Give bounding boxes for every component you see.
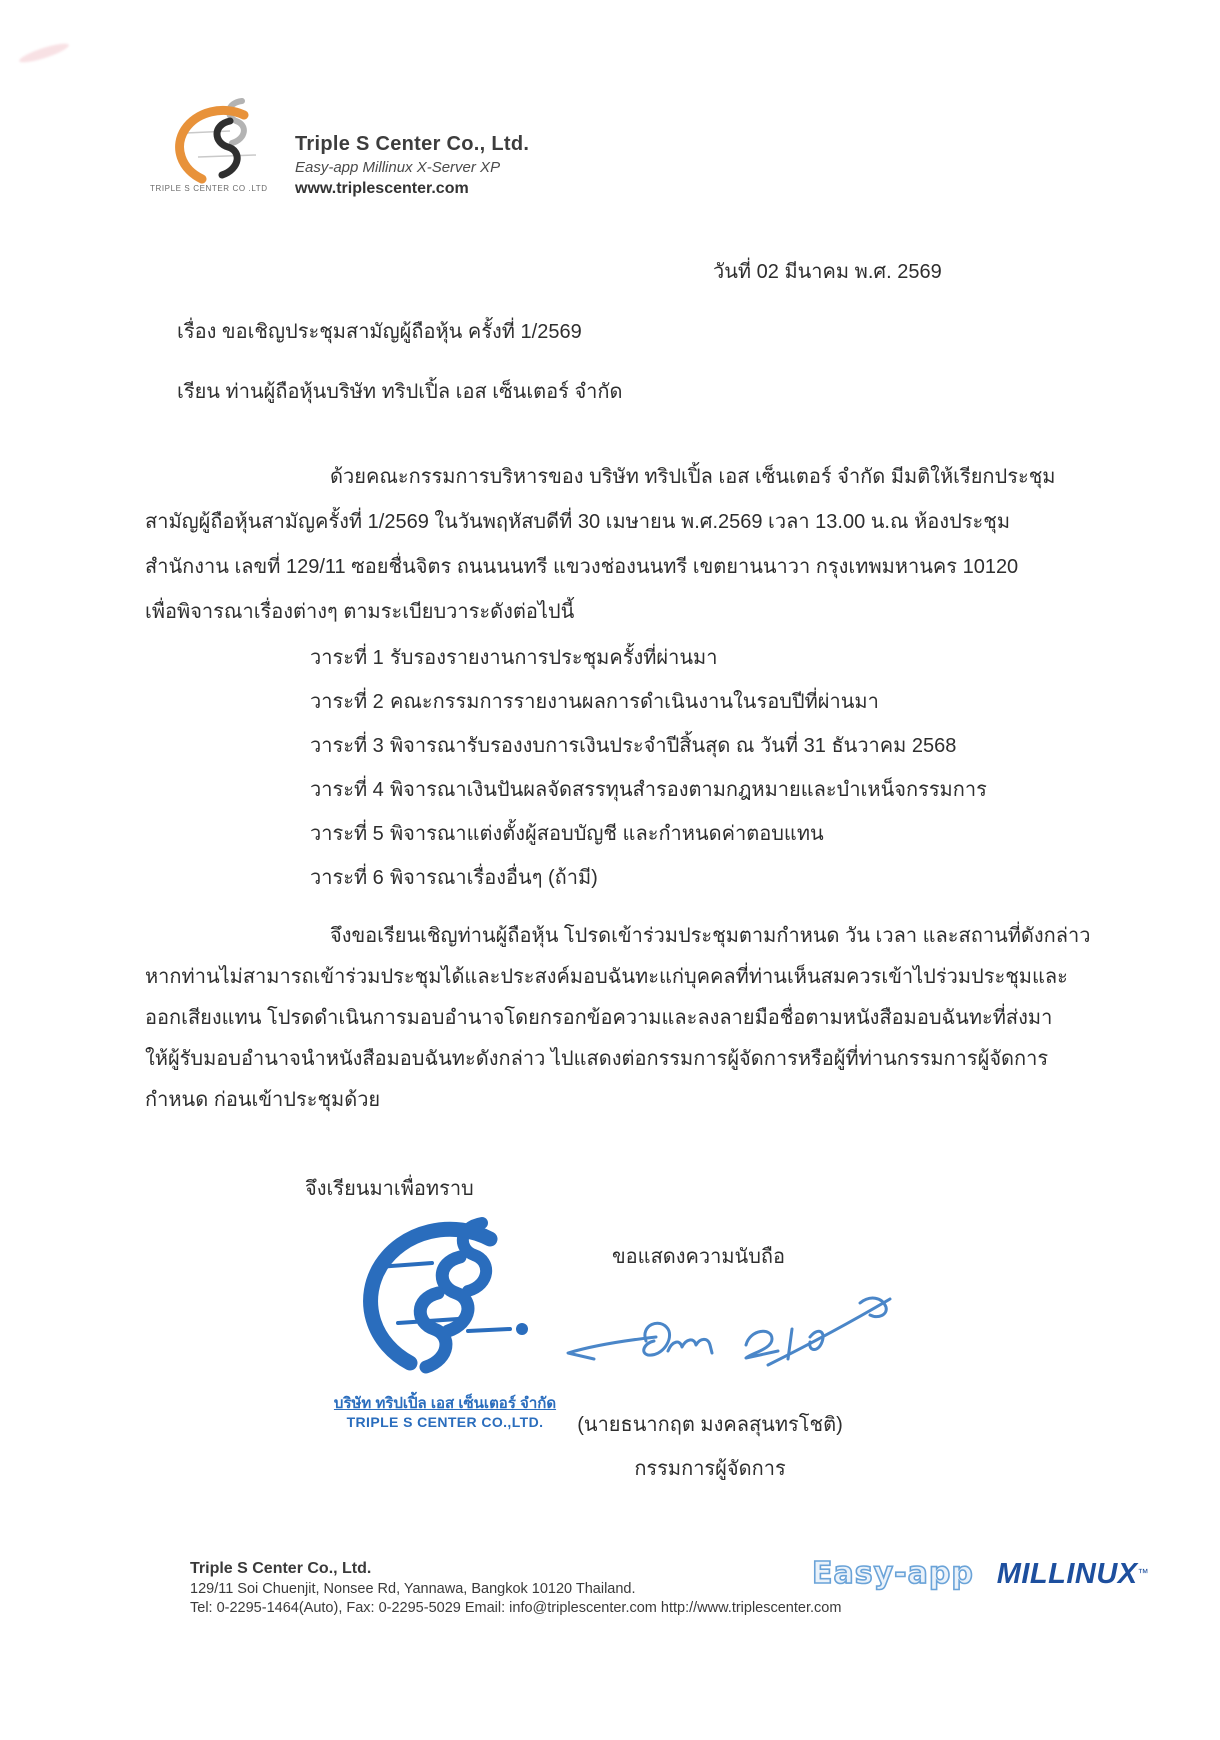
agenda-number: วาระที่ 4 (310, 779, 384, 801)
intro-line: เพื่อพิจารณาเรื่องต่างๆ ตามระเบียบวาระดังต่อไปนี้ (145, 601, 575, 623)
stamp-logo-icon (330, 1205, 560, 1395)
notify-line: จึงเรียนมาเพื่อทราบ (305, 1178, 474, 1200)
footer-address-block (190, 1560, 841, 1616)
agenda-number: วาระที่ 2 (310, 691, 384, 713)
letterhead-company-name: Triple S Center Co., Ltd. (295, 133, 530, 155)
company-logo-icon (168, 95, 278, 185)
letter-date: วันที่ 02 มีนาคม พ.ศ. 2569 (713, 261, 942, 283)
agenda-item-3 (310, 729, 987, 773)
agenda-item-2 (310, 685, 987, 729)
to-line: เรียน ท่านผู้ถือหุ้นบริษัท ทริปเปิ้ล เอส เซ็นเตอร์ จำกัด (177, 381, 623, 403)
stamp-text (330, 1395, 560, 1431)
agenda-number: วาระที่ 1 (310, 647, 384, 669)
footer-address: 129/11 Soi Chuenjit, Nonsee Rd, Yannawa, Bangkok 10120 Thailand. (190, 1581, 636, 1597)
logo-caption: TRIPLE S CENTER CO .LTD (150, 184, 268, 193)
footer-brand-logos (812, 1556, 1149, 1591)
letterhead-website: www.triplescenter.com (295, 180, 469, 197)
intro-line: สำนักงาน เลขที่ 129/11 ซอยชื่นจิตร ถนนนนทรี แขวงช่องนนทรี เขตยานนาวา กรุงเทพมหานคร 10120 (145, 556, 1019, 578)
closing-line: จึงขอเรียนเชิญท่านผู้ถือหุ้น โปรดเข้าร่วมประชุมตามกำหนด วัน เวลา และสถานที่ดังกล่าว (330, 925, 1091, 947)
closing-line: กำหนด ก่อนเข้าประชุมด้วย (145, 1089, 381, 1111)
millinux-logo: MILLINUX (996, 1558, 1138, 1590)
agenda-item-6 (310, 861, 987, 905)
agenda-text: พิจารณารับรองงบการเงินประจำปีสิ้นสุด ณ วันที่ 31 ธันวาคม 2568 (390, 735, 957, 757)
agenda-item-5 (310, 817, 987, 861)
footer-contact: Tel: 0-2295-1464(Auto), Fax: 0-2295-5029 Email: info@triplescenter.com http://www.triplescenter.com (190, 1600, 842, 1616)
regards-line: ขอแสดงความนับถือ (612, 1246, 786, 1268)
intro-line: ด้วยคณะกรรมการบริหารของ บริษัท ทริปเปิ้ล เอส เซ็นเตอร์ จำกัด มีมติให้เรียกประชุม (330, 466, 1056, 488)
closing-line: ให้ผู้รับมอบอำนาจนำหนังสือมอบฉันทะดังกล่าว ไปแสดงต่อกรรมการผู้จัดการหรือผู้ที่ท่านกรรมการผู้จัดการ (145, 1048, 1049, 1070)
agenda-number: วาระที่ 3 (310, 735, 384, 757)
intro-paragraph (145, 455, 1095, 635)
footer-company: Triple S Center Co., Ltd. (190, 1560, 372, 1577)
stamp-company-english: TRIPLE S CENTER CO.,LTD. (346, 1414, 544, 1430)
agenda-text: พิจารณาแต่งตั้งผู้สอบบัญชี และกำหนดค่าตอบแทน (390, 823, 824, 845)
agenda-item-1 (310, 641, 987, 685)
intro-line: สามัญผู้ถือหุ้นสามัญครั้งที่ 1/2569 ในวันพฤหัสบดีที่ 30 เมษายน พ.ศ.2569 เวลา 13.00 น.ณ ห้องประชุม (145, 511, 1010, 533)
agenda-number: วาระที่ 5 (310, 823, 384, 845)
agenda-text: รับรองรายงานการประชุมครั้งที่ผ่านมา (390, 647, 718, 669)
closing-line: ออกเสียงแทน โปรดดำเนินการมอบอำนาจโดยกรอกข้อความและลงลายมือชื่อตามหนังสือมอบฉันทะที่ส่งมา (145, 1007, 1053, 1029)
agenda-item-4 (310, 773, 987, 817)
agenda-number: วาระที่ 6 (310, 867, 384, 889)
easyapp-logo: Easy-app (812, 1556, 974, 1591)
millinux-trademark: ™ (1137, 1567, 1149, 1580)
agenda-text: พิจารณาเงินปันผลจัดสรรทุนสำรองตามกฎหมายและบำเหน็จกรรมการ (390, 779, 987, 801)
letterhead-tagline: Easy-app Millinux X-Server XP (295, 159, 501, 176)
signer-title: กรรมการผู้จัดการ (634, 1458, 786, 1480)
scan-smudge (18, 40, 71, 66)
agenda-list (310, 641, 987, 905)
closing-line: หากท่านไม่สามารถเข้าร่วมประชุมได้และประสงค์มอบฉันทะแก่บุคคลที่ท่านเห็นสมควรเข้าไปร่วมประชุมและ (145, 966, 1068, 988)
company-stamp (330, 1205, 560, 1431)
signer-name: (นายธนากฤต มงคลสุนทรโชติ) (577, 1414, 843, 1436)
stamp-company-thai: บริษัท ทริปเปิ้ล เอส เซ็นเตอร์ จำกัด (333, 1395, 557, 1412)
letterhead-text (295, 133, 529, 198)
agenda-text: พิจารณาเรื่องอื่นๆ (ถ้ามี) (390, 867, 598, 889)
subject-line: เรื่อง ขอเชิญประชุมสามัญผู้ถือหุ้น ครั้งที่ 1/2569 (177, 321, 582, 343)
agenda-text: คณะกรรมการรายงานผลการดำเนินงานในรอบปีที่ผ่านมา (390, 691, 879, 713)
closing-paragraph (145, 916, 1095, 1121)
signature-handwriting (560, 1285, 900, 1400)
